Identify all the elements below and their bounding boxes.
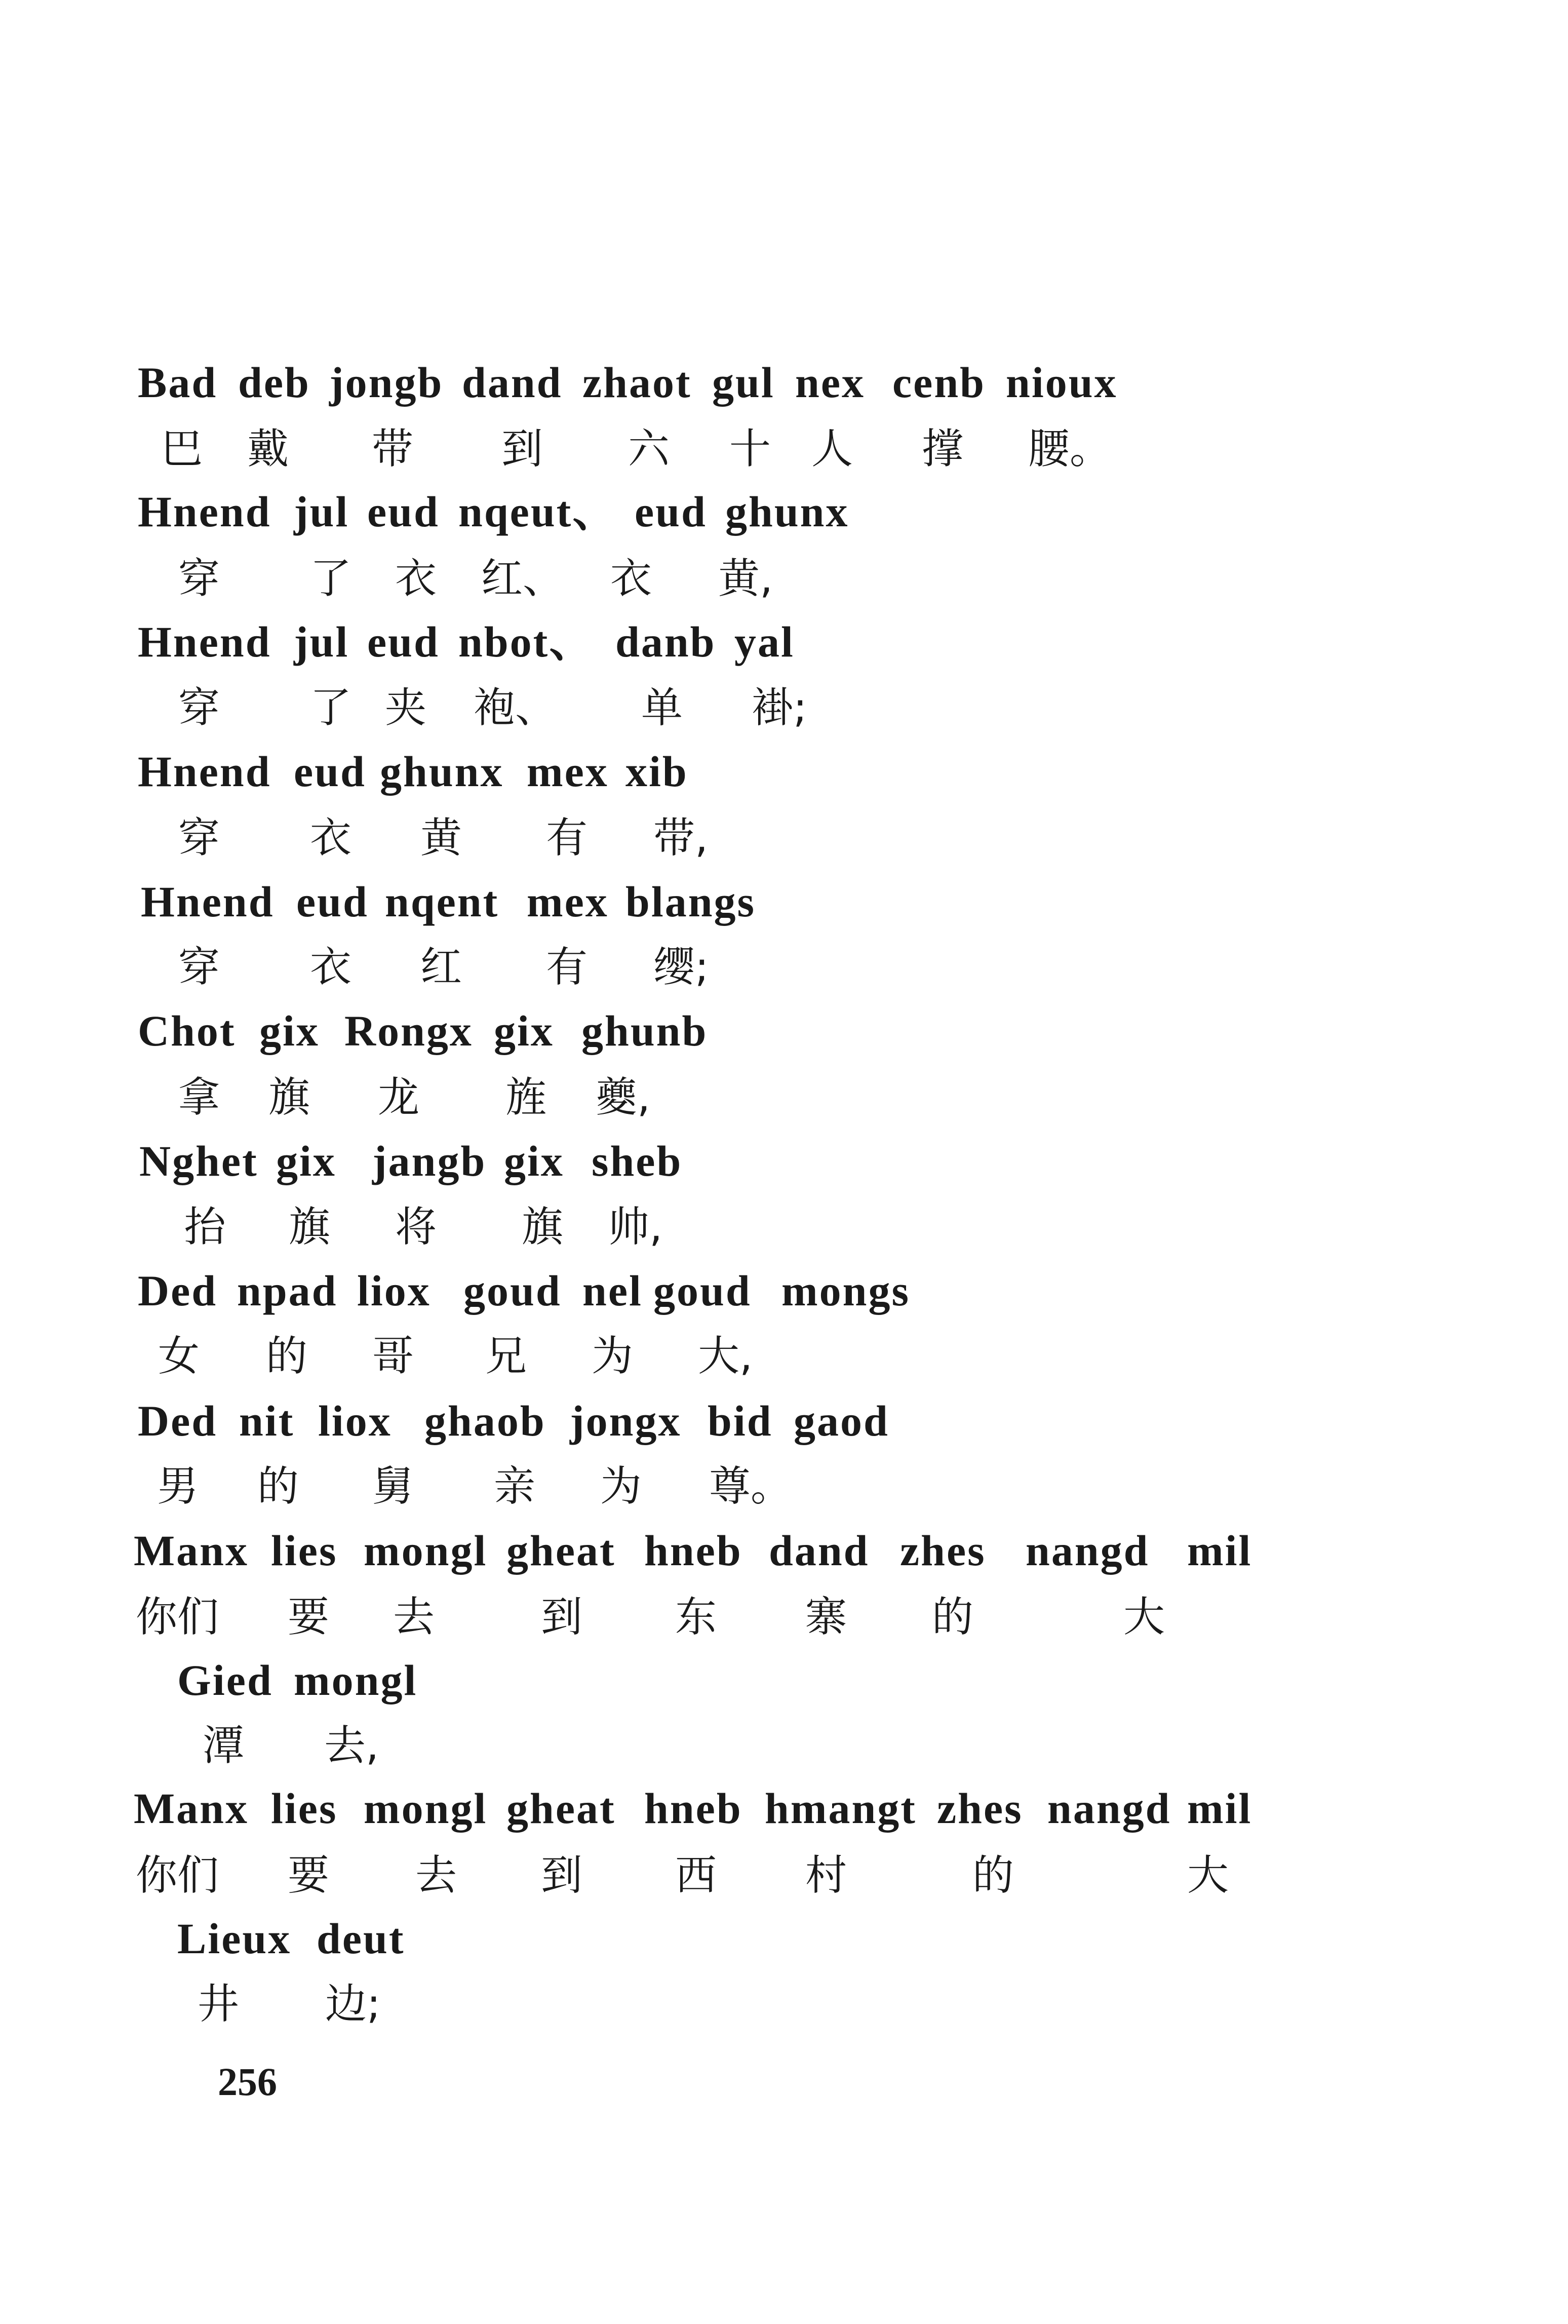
word: lies [271,1526,338,1575]
word: Nghet [139,1137,258,1185]
page-number: 256 [218,2060,277,2104]
word: goud [463,1266,562,1315]
word: 戴 [247,425,289,473]
word: 缨; [653,943,709,991]
word: 的 [932,1593,974,1641]
word: 衣 [610,555,652,603]
word: 潭 [203,1722,245,1770]
word: Rongx [344,1006,473,1055]
word: 红 [420,943,462,991]
word: lies [271,1784,338,1833]
miao-line [0,1775,1568,1841]
word: nqeut、 [458,487,618,536]
word: mex [527,877,609,926]
word: eud [367,487,440,536]
chinese-line [0,1584,1568,1650]
word: hmangt [765,1784,917,1833]
word: deb [238,358,310,407]
miao-line [0,350,1568,415]
word: gix [276,1137,336,1185]
word: 去 [393,1593,435,1641]
word: 抬 [184,1203,226,1251]
word: 旌 [505,1073,547,1121]
word: 单 [641,684,683,732]
word: 的 [266,1332,308,1380]
chinese-line [0,1194,1568,1260]
word: nit [239,1397,295,1445]
word: 寨 [805,1593,847,1641]
word: 边; [325,1980,381,2028]
word: 村 [805,1851,847,1900]
miao-line [0,609,1568,675]
word: 褂; [752,684,807,732]
miao-line [0,1647,1568,1713]
word: 人 [811,425,853,473]
word: eud [296,877,369,926]
word: Hnend [141,877,275,926]
word: 带 [372,425,414,473]
word: Hnend [138,487,271,536]
word: mongl [364,1784,488,1833]
word: 了 [310,684,352,732]
word: goud [653,1266,752,1315]
word: 女 [158,1332,200,1380]
word: mil [1187,1526,1252,1575]
word: 袍、 [474,684,557,732]
word: 亲 [494,1462,536,1510]
word: 要 [288,1851,330,1900]
word: 夹 [385,684,427,732]
word: 帅, [608,1203,663,1251]
miao-line [0,869,1568,935]
word: 男 [157,1462,199,1510]
word: ghunx [380,747,504,796]
word: 龙 [378,1073,420,1121]
word: jul [294,617,349,666]
word: cenb [892,358,986,407]
word: ghunx [725,487,849,536]
word: 将 [395,1203,437,1251]
word: 要 [288,1593,330,1641]
miao-line [0,1128,1568,1194]
word: jangb [372,1137,487,1185]
word: 巴 [161,425,203,473]
word: 衣 [395,555,437,603]
word: 到 [541,1851,583,1900]
word: liox [318,1397,392,1445]
word: bid [708,1397,773,1445]
word: 了 [310,555,352,603]
chinese-line [0,935,1568,1000]
word: ghaob [424,1397,546,1445]
word: 去, [324,1722,379,1770]
word: xib [625,747,688,796]
word: nel [582,1266,643,1315]
word: liox [357,1266,431,1315]
word: dand [462,358,563,407]
word: Manx [134,1526,249,1575]
word: 衣 [310,943,352,991]
word: 的 [972,1851,1014,1900]
word: 有 [546,814,588,862]
word: 黄, [718,555,773,603]
word: 十 [729,425,771,473]
word: gix [259,1006,320,1055]
word: hneb [644,1784,742,1833]
word: 到 [501,425,543,473]
word: nex [795,358,865,407]
word: 的 [257,1462,299,1510]
word: zhaot [582,358,692,407]
word: mongs [781,1266,910,1315]
word: gheat [506,1526,616,1575]
word: jongb [329,358,444,407]
word: 撑 [922,425,964,473]
word: gheat [506,1784,616,1833]
miao-line [0,739,1568,804]
chinese-line [0,805,1568,871]
word: 你们 [136,1851,219,1900]
word: Bad [138,358,218,407]
word: danb [615,617,716,666]
word: 穿 [178,943,220,991]
miao-line [0,1906,1568,1971]
word: dand [769,1526,870,1575]
chinese-line [0,675,1568,741]
word: hneb [644,1526,742,1575]
word: 腰。 [1028,425,1112,473]
word: 红、 [481,555,565,603]
word: 夔, [596,1073,651,1121]
word: mongl [294,1656,418,1705]
chinese-line [0,1713,1568,1779]
word: 衣 [310,814,352,862]
word: 为 [600,1462,642,1510]
word: 哥 [372,1332,414,1380]
word: nioux [1006,358,1118,407]
word: 尊。 [709,1462,793,1510]
word: 穿 [178,684,220,732]
word: Ded [138,1266,218,1315]
word: 旗 [522,1203,564,1251]
word: eud [294,747,366,796]
word: ghunb [581,1006,708,1055]
chinese-line [0,1454,1568,1520]
word: 穿 [178,814,220,862]
word: mongl [364,1526,488,1575]
word: gul [712,358,775,407]
word: deut [317,1914,405,1963]
chinese-line [0,416,1568,482]
chinese-line [0,546,1568,612]
chinese-line [0,1324,1568,1389]
word: zhes [937,1784,1023,1833]
word: 西 [675,1851,717,1900]
word: gix [494,1006,554,1055]
word: 旗 [268,1073,310,1121]
word: 大 [1123,1593,1165,1641]
word: Gied [177,1656,273,1705]
word: nbot、 [458,617,595,666]
word: Hnend [138,747,271,796]
word: Lieux [177,1914,292,1963]
word: eud [367,617,440,666]
miao-line [0,479,1568,545]
word: 带, [653,814,709,862]
word: 旗 [289,1203,331,1251]
word: npad [237,1266,338,1315]
word: sheb [592,1137,683,1185]
word: 为 [592,1332,634,1380]
miao-line [0,998,1568,1064]
miao-line [0,1388,1568,1454]
word: nangd [1026,1526,1150,1575]
word: Hnend [138,617,271,666]
word: 你们 [136,1593,219,1641]
chinese-line [0,1843,1568,1909]
word: blangs [625,877,756,926]
word: Chot [138,1006,236,1055]
word: 东 [675,1593,717,1641]
chinese-line [0,1971,1568,2037]
word: 穿 [178,555,220,603]
word: 井 [198,1980,240,2028]
word: zhes [900,1526,986,1575]
miao-line [0,1258,1568,1324]
word: mil [1187,1784,1252,1833]
word: 六 [628,425,670,473]
word: gix [504,1137,564,1185]
word: jul [294,487,349,536]
word: jongx [570,1397,682,1445]
word: 拿 [178,1073,220,1121]
word: gaod [794,1397,889,1445]
word: 大, [698,1332,753,1380]
word: 兄 [485,1332,527,1380]
word: Ded [138,1397,218,1445]
word: nangd [1047,1784,1171,1833]
miao-line [0,1518,1568,1583]
word: 到 [541,1593,583,1641]
word: eud [635,487,707,536]
word: 大 [1187,1851,1229,1900]
word: 舅 [372,1462,414,1510]
word: 黄 [420,814,462,862]
word: 有 [546,943,588,991]
chinese-line [0,1065,1568,1131]
word: Manx [134,1784,249,1833]
word: mex [527,747,609,796]
word: nqent [385,877,499,926]
word: 去 [415,1851,457,1900]
word: yal [734,617,795,666]
